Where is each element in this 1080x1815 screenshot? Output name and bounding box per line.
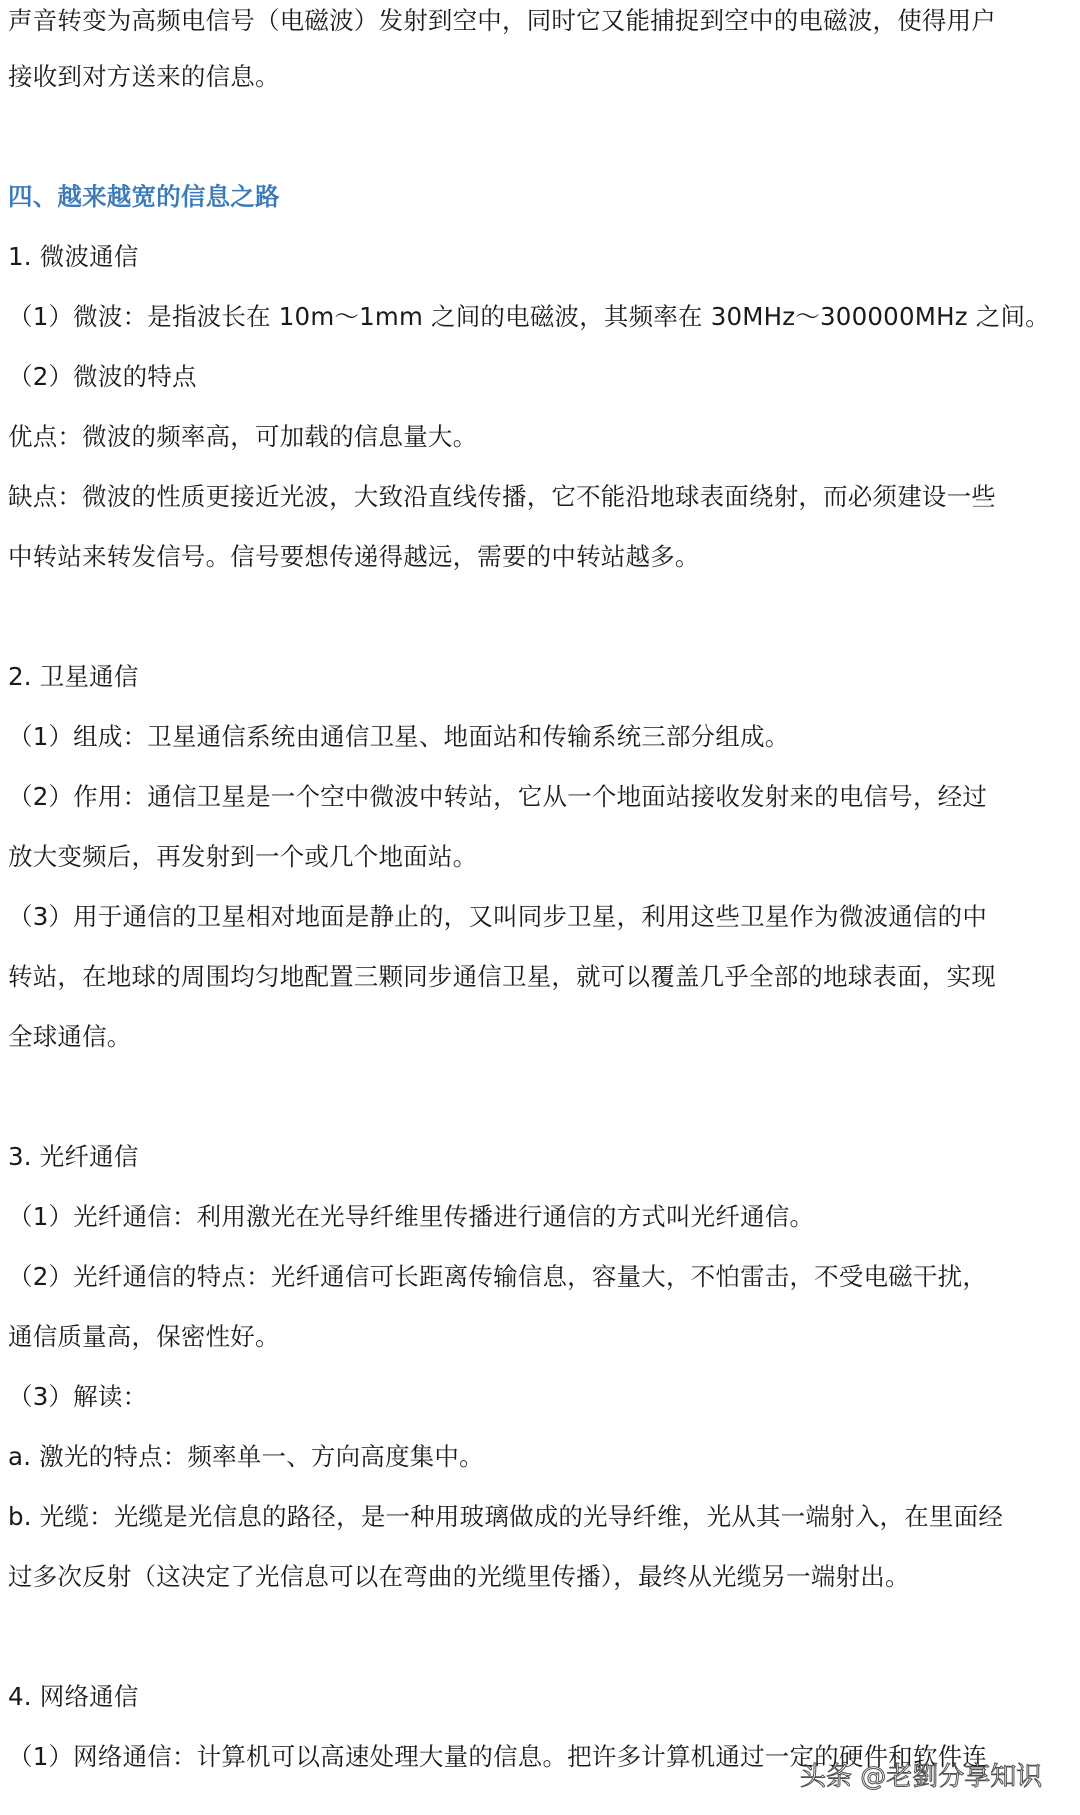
- text-line: （2）作用：通信卫星是一个空中微波中转站，它从一个地面站接收发射来的电信号，经过: [8, 782, 988, 811]
- text-line: 1. 微波通信: [8, 242, 139, 271]
- text-line: b. 光缆：光缆是光信息的路径，是一种用玻璃做成的光导纤维，光从其一端射入，在里面经: [8, 1502, 1004, 1531]
- text-line: 3. 光纤通信: [8, 1142, 139, 1171]
- text-line: （1）光纤通信：利用激光在光导纤维里传播进行通信的方式叫光纤通信。: [8, 1202, 815, 1231]
- text-line: （1）网络通信：计算机可以高速处理大量的信息。把许多计算机通过一定的硬件和软件连: [8, 1742, 988, 1771]
- watermark: 头条 @老劉分享知识: [800, 1762, 1043, 1792]
- text-line: （1）微波：是指波长在 10m～1mm 之间的电磁波，其频率在 30MHz～300000MHz 之间。: [8, 302, 1050, 331]
- text-line: （2）光纤通信的特点：光纤通信可长距离传输信息，容量大，不怕雷击，不受电磁干扰，: [8, 1262, 988, 1291]
- text-line: 接收到对方送来的信息。: [8, 62, 280, 91]
- text-line: 声音转变为高频电信号（电磁波）发射到空中，同时它又能捕捉到空中的电磁波，使得用户: [8, 6, 996, 35]
- text-line: （3）用于通信的卫星相对地面是静止的，又叫同步卫星，利用这些卫星作为微波通信的中: [8, 902, 988, 931]
- text-line: 缺点：微波的性质更接近光波，大致沿直线传播，它不能沿地球表面绕射，而必须建设一些: [8, 482, 996, 511]
- text-line: a. 激光的特点：频率单一、方向高度集中。: [8, 1442, 484, 1471]
- text-line: 转站，在地球的周围均匀地配置三颗同步通信卫星，就可以覆盖几乎全部的地球表面，实现: [8, 962, 996, 991]
- text-line: 4. 网络通信: [8, 1682, 139, 1711]
- text-line: 过多次反射（这决定了光信息可以在弯曲的光缆里传播），最终从光缆另一端射出。: [8, 1562, 910, 1591]
- text-line: （1）组成：卫星通信系统由通信卫星、地面站和传输系统三部分组成。: [8, 722, 790, 751]
- text-line: 中转站来转发信号。信号要想传递得越远，需要的中转站越多。: [8, 542, 700, 571]
- text-line: （2）微波的特点: [8, 362, 197, 391]
- text-line: 优点：微波的频率高，可加载的信息量大。: [8, 422, 478, 451]
- text-line: 放大变频后，再发射到一个或几个地面站。: [8, 842, 478, 871]
- text-line: （3）解读：: [8, 1382, 148, 1411]
- text-line: 通信质量高，保密性好。: [8, 1322, 280, 1351]
- text-line: 2. 卫星通信: [8, 662, 139, 691]
- section-heading: 四、越来越宽的信息之路: [8, 182, 280, 211]
- text-line: 全球通信。: [8, 1022, 132, 1051]
